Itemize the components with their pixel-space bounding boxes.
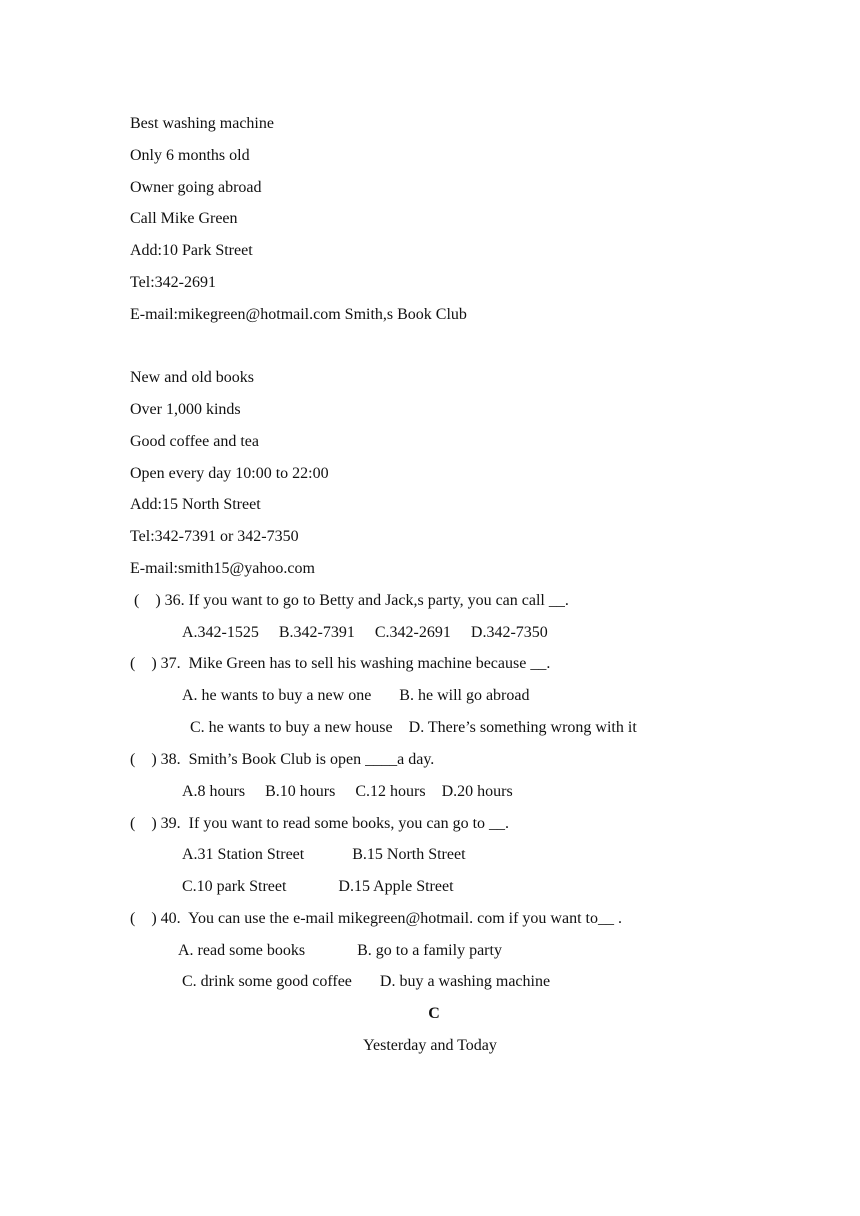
question-options: A. read some books B. go to a family party [178, 942, 502, 959]
ad2-line: Tel:342-7391 or 342-7350 [130, 528, 299, 545]
section-title: Yesterday and Today [363, 1037, 497, 1054]
ad1-line: Best washing machine [130, 115, 274, 132]
question-stem: ( ) 36. If you want to go to Betty and Jack,s party, you can call __. [130, 592, 569, 609]
question-options: A.8 hours B.10 hours C.12 hours D.20 hours [182, 783, 513, 800]
ad2-line: Good coffee and tea [130, 433, 259, 450]
ad1-line: Owner going abroad [130, 179, 262, 196]
ad2-line: Over 1,000 kinds [130, 401, 241, 418]
question-stem: ( ) 39. If you want to read some books, you can go to __. [130, 815, 510, 832]
question-options: C. drink some good coffee D. buy a washing machine [182, 973, 551, 990]
question-stem: ( ) 38. Smith’s Book Club is open ____a day. [130, 751, 435, 768]
question-stem: ( ) 40. You can use the e-mail mikegreen@hotmail. com if you want to__ . [130, 910, 622, 927]
question-options: A.342-1525 B.342-7391 C.342-2691 D.342-7350 [182, 624, 548, 641]
question-stem: ( ) 37. Mike Green has to sell his washing machine because __. [130, 655, 551, 672]
ad2-line: Open every day 10:00 to 22:00 [130, 465, 329, 482]
ad1-line: E-mail:mikegreen@hotmail.com Smith,s Book Club [130, 306, 467, 323]
ad2-line: New and old books [130, 369, 254, 386]
ad1-line: Only 6 months old [130, 147, 250, 164]
ad1-line: Add:10 Park Street [130, 242, 253, 259]
ad2-line: Add:15 North Street [130, 496, 261, 513]
section-letter: C [428, 1005, 440, 1022]
question-options: C. he wants to buy a new house D. There’s something wrong with it [190, 719, 637, 736]
question-options: A.31 Station Street B.15 North Street [182, 846, 466, 863]
ad1-line: Call Mike Green [130, 210, 238, 227]
ad1-line: Tel:342-2691 [130, 274, 216, 291]
question-options: A. he wants to buy a new one B. he will go abroad [182, 687, 530, 704]
question-options: C.10 park Street D.15 Apple Street [182, 878, 454, 895]
ad2-line: E-mail:smith15@yahoo.com [130, 560, 315, 577]
